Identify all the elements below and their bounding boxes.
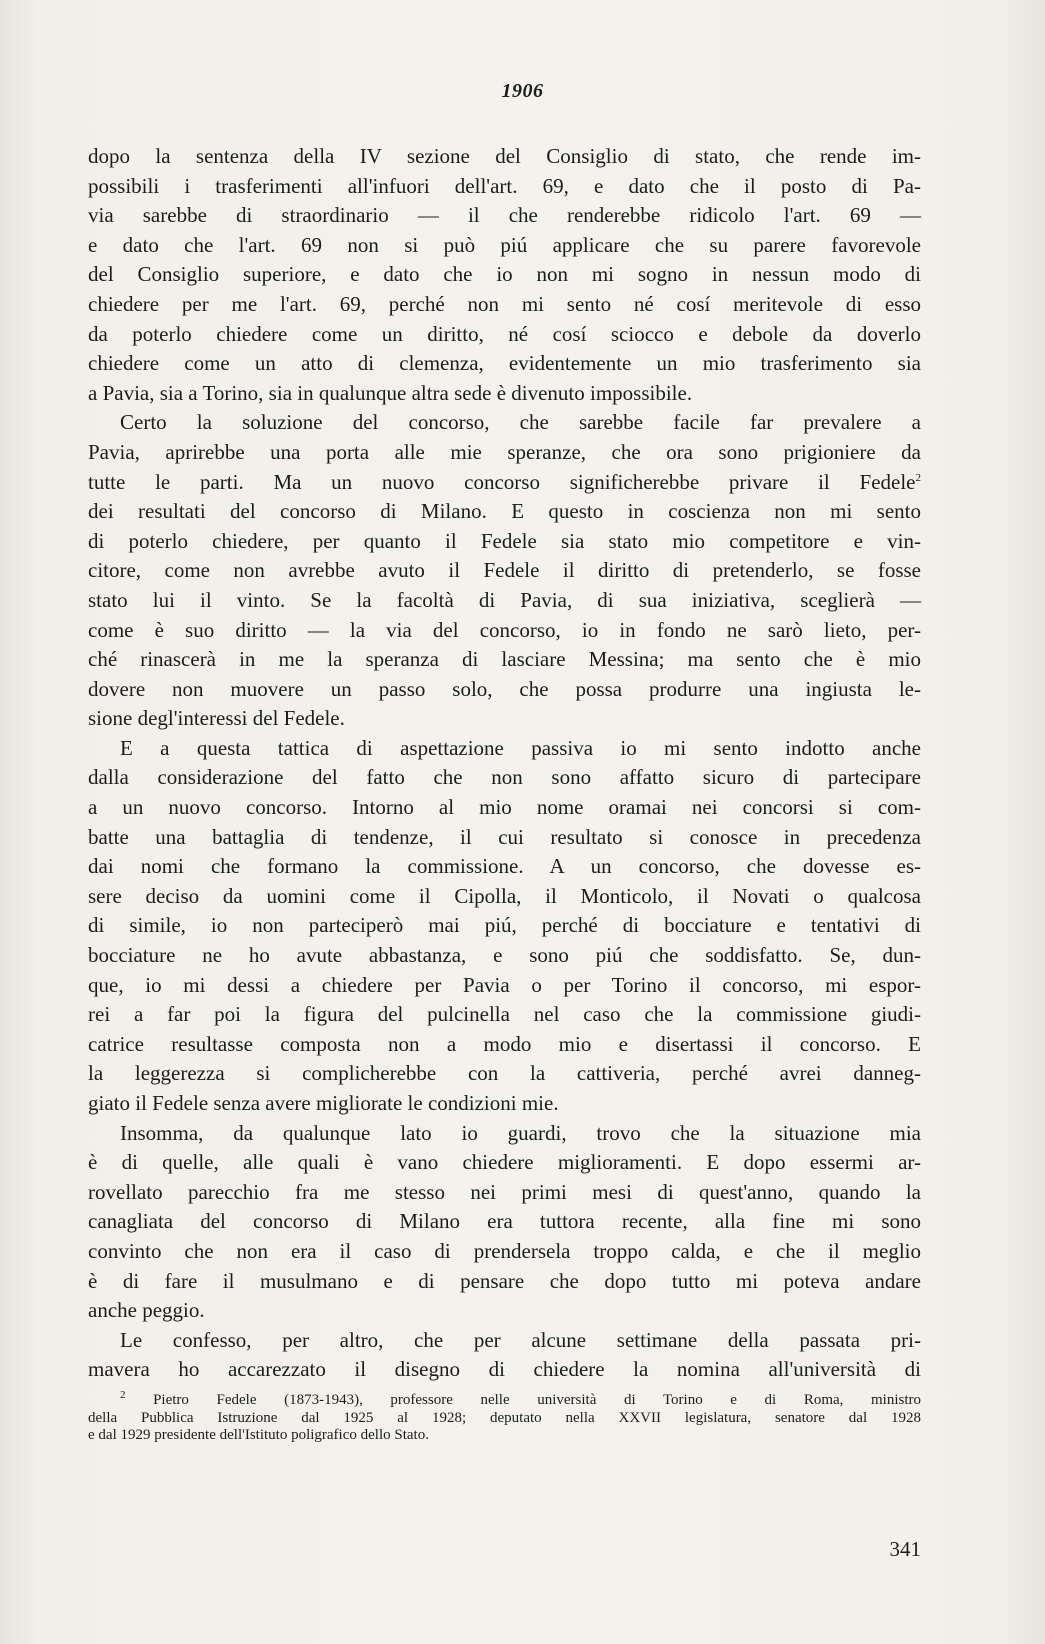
text-line: dalla considerazione del fatto che non sono affatto sicuro di partecipare — [88, 765, 921, 790]
text-line: a Pavia, sia a Torino, sia in qualunque altra sede è divenuto impossibile. — [88, 380, 693, 405]
text-line: sione degl'interessi del Fedele. — [88, 706, 345, 731]
footnote — [88, 1389, 921, 1445]
text-line: come è suo diritto — la via del concorso, io in fondo ne sarò lieto, per- — [88, 617, 921, 642]
text-line: que, io mi dessi a chiedere per Pavia o per Torino il concorso, mi espor- — [88, 972, 921, 997]
text-line: convinto che non era il caso di prendersela troppo calda, e che il meglio — [88, 1238, 921, 1263]
text-line: catrice resultasse composta non a modo mio e disertassi il concorso. E — [88, 1031, 921, 1056]
text-line: rovellato parecchio fra me stesso nei primi mesi di quest'anno, quando la — [88, 1179, 921, 1204]
footnote-number: 2 — [120, 1389, 126, 1401]
footnote-line — [88, 1389, 921, 1410]
text-line: a un nuovo concorso. Intorno al mio nome oramai nei concorsi si com- — [88, 795, 921, 820]
footnote-line: della Pubblica Istruzione dal 1925 al 1928; deputato nella XXVII legislatura, senatore dal 1928 — [88, 1409, 921, 1426]
text-line: citore, come non avrebbe avuto il Fedele il diritto di pretenderlo, se fosse — [88, 558, 921, 583]
footnote-marker: 2 — [915, 471, 921, 484]
text-line: possibili i trasferimenti all'infuori dell'art. 69, e dato che il posto di Pa- — [88, 173, 921, 198]
text-line: è di fare il musulmano e di pensare che dopo tutto mi poteva andare — [88, 1268, 921, 1293]
text-line-with-footnote — [88, 468, 921, 498]
text-line: sere deciso da uomini come il Cipolla, il Monticolo, il Novati o qualcosa — [88, 883, 921, 908]
text-line: dai nomi che formano la commissione. A un concorso, che dovesse es- — [88, 854, 921, 879]
running-header-year: 1906 — [501, 80, 544, 102]
text-line: chiedere per me l'art. 69, perché non mi sento né cosí meritevole di esso — [88, 291, 921, 316]
body-text — [88, 142, 921, 1385]
text-line: Pavia, aprirebbe una porta alle mie speranze, che ora sono prigioniere da — [88, 439, 921, 464]
footnote-line-content: Pietro Fedele (1873-1943), professore nelle università di Torino e di Roma, ministro — [153, 1392, 921, 1408]
text-line: bocciature ne ho avute abbastanza, e sono piú che soddisfatto. Se, dun- — [88, 943, 921, 968]
text-line: di poterlo chiedere, per quanto il Fedele sia stato mio competitore e vin- — [88, 528, 921, 553]
text-line: stato lui il vinto. Se la facoltà di Pavia, di sua iniziativa, sceglierà — — [88, 587, 921, 612]
text-line-content: tutte le parti. Ma un nuovo concorso significherebbe privare il Fedele — [88, 469, 916, 494]
text-line: rei a far poi la figura del pulcinella nel caso che la commissione giudi- — [88, 1002, 921, 1027]
text-line: ché rinascerà in me la speranza di lasciare Messina; ma sento che è mio — [88, 647, 921, 672]
text-line: Certo la soluzione del concorso, che sarebbe facile far prevalere a — [120, 410, 921, 435]
text-line: giato il Fedele senza avere migliorate le condizioni mie. — [88, 1091, 559, 1115]
text-line: e dato che l'art. 69 non si può piú applicare che su parere favorevole — [88, 232, 921, 257]
text-line: batte una battaglia di tendenze, il cui resultato si conosce in precedenza — [88, 824, 921, 849]
text-line: chiedere come un atto di clemenza, evidentemente un mio trasferimento sia — [88, 351, 921, 376]
text-line: anche peggio. — [88, 1298, 205, 1323]
text-line: mavera ho accarezzato il disegno di chiedere la nomina all'università di — [88, 1357, 921, 1382]
text-line: via sarebbe di straordinario — il che renderebbe ridicolo l'art. 69 — — [88, 203, 921, 228]
page-number: 341 — [889, 1537, 921, 1561]
text-line: dovere non muovere un passo solo, che possa produrre una ingiusta le- — [88, 676, 921, 701]
text-line: Insomma, da qualunque lato io guardi, trovo che la situazione mia — [120, 1120, 921, 1145]
footnote-line: e dal 1929 presidente dell'Istituto poligrafico dello Stato. — [88, 1427, 429, 1443]
text-line: Le confesso, per altro, che per alcune settimane della passata pri- — [120, 1327, 921, 1352]
text-line: è di quelle, alle quali è vano chiedere miglioramenti. E dopo essermi ar- — [88, 1150, 921, 1175]
text-line: canagliata del concorso di Milano era tuttora recente, alla fine mi sono — [88, 1209, 921, 1234]
text-line: dei resultati del concorso di Milano. E questo in coscienza non mi sento — [88, 499, 921, 524]
text-line: dopo la sentenza della IV sezione del Consiglio di stato, che rende im- — [88, 144, 921, 168]
text-line: di simile, io non parteciperò mai piú, perché di bocciature e tentativi di — [88, 913, 921, 938]
text-line: la leggerezza si complicherebbe con la cattiveria, perché avrei danneg- — [88, 1061, 921, 1086]
text-line: del Consiglio superiore, e dato che io non mi sogno in nessun modo di — [88, 262, 921, 287]
text-line: E a questa tattica di aspettazione passiva io mi sento indotto anche — [120, 735, 921, 760]
text-line: da poterlo chiedere come un diritto, né cosí sciocco e debole da doverlo — [88, 321, 921, 346]
